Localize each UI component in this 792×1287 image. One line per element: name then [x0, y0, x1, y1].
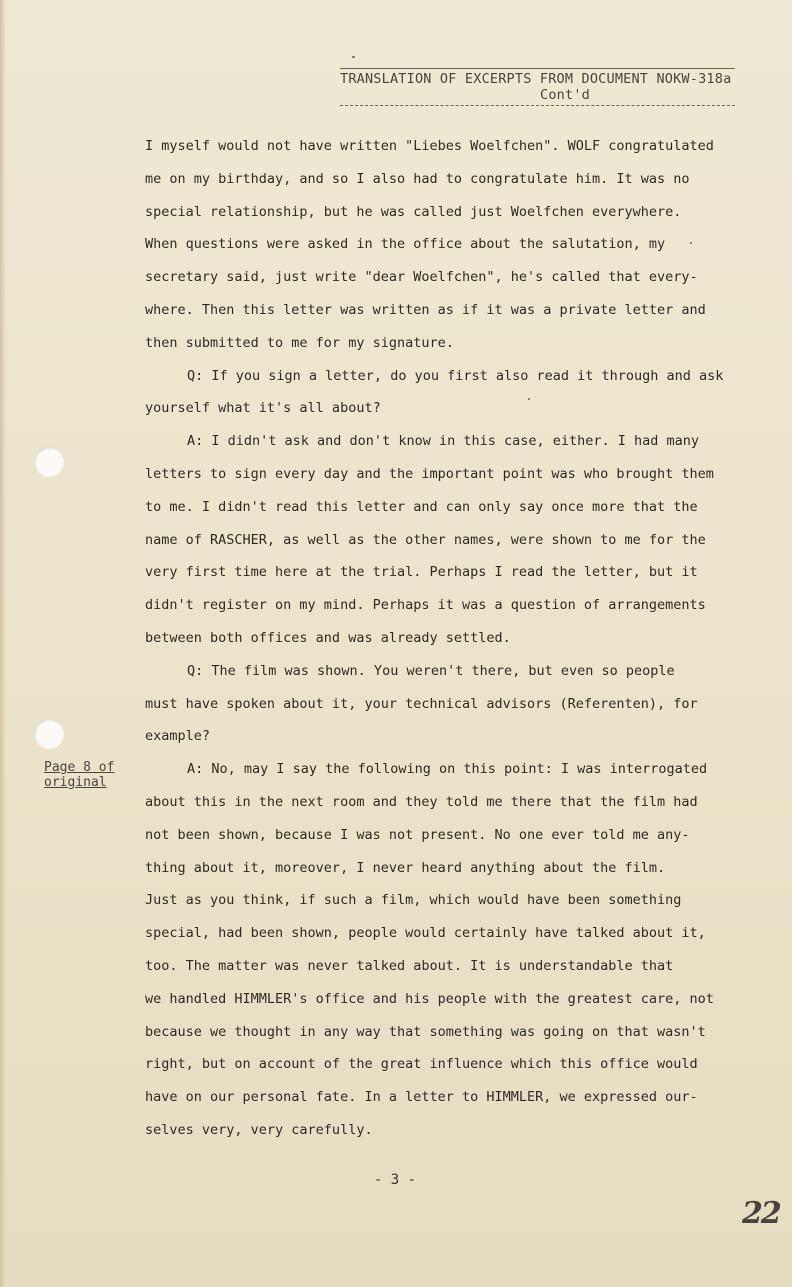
text-line: Q: The film was shown. You weren't there, but even so people: [187, 662, 675, 679]
text-line: then submitted to me for my signature.: [145, 334, 454, 351]
text-line: me on my birthday, and so I also had to congratulate him. It was no: [145, 170, 690, 187]
header-continued: Cont'd: [540, 87, 590, 103]
margin-note-line: original: [44, 775, 107, 790]
text-line: very first time here at the trial. Perhaps I read the letter, but it: [145, 564, 698, 581]
page-edge-shadow: [0, 0, 6, 1287]
text-line: between both offices and was already settled.: [145, 629, 511, 646]
text-line: because we thought in any way that something was going on that wasn't: [145, 1023, 706, 1040]
punch-hole: [34, 719, 64, 749]
page-number: - 3 -: [373, 1172, 417, 1188]
text-line: special relationship, but he was called just Woelfchen everywhere.: [145, 203, 682, 220]
text-line: selves very, very carefully.: [145, 1121, 373, 1138]
text-line: example?: [145, 728, 211, 745]
text-line: letters to sign every day and the important point was who brought them: [145, 465, 714, 482]
text-line: I myself would not have written "Liebes Woelfchen". WOLF congratulated: [145, 138, 714, 154]
header-title: TRANSLATION OF EXCERPTS FROM DOCUMENT NOKW-318a: [340, 71, 732, 87]
punch-hole: [34, 447, 64, 477]
text-line: name of RASCHER, as well as the other names, were shown to me for the: [145, 531, 706, 548]
ink-speck: [352, 56, 355, 58]
handwritten-page-stamp: 22: [742, 1196, 780, 1231]
text-line: where. Then this letter was written as if it was a private letter and: [145, 301, 706, 318]
document-header: [340, 68, 735, 106]
text-line: right, but on account of the great influence which this office would: [145, 1056, 698, 1073]
text-line: Q: If you sign a letter, do you first also read it through and ask: [187, 367, 724, 384]
text-line: have on our personal fate. In a letter to HIMMLER, we expressed our-: [145, 1089, 698, 1106]
header-rule-top: [340, 68, 735, 69]
text-line: A: I didn't ask and don't know in this case, either. I had many: [187, 433, 700, 450]
text-line: A: No, may I say the following on this point: I was interrogated: [187, 761, 708, 778]
text-line: When questions were asked in the office about the salutation, my: [145, 236, 666, 253]
text-line: about this in the next room and they told me there that the film had: [145, 793, 698, 810]
text-line: yourself what it's all about?: [145, 400, 381, 417]
testimony-body: [145, 130, 745, 1147]
text-line: must have spoken about it, your technical advisors (Referenten), for: [145, 695, 698, 712]
text-line: to me. I didn't read this letter and can only say once more that the: [145, 498, 698, 515]
text-line: special, had been shown, people would certainly have talked about it,: [145, 925, 706, 942]
text-line: not been shown, because I was not present. No one ever told me any-: [145, 826, 690, 843]
text-line: didn't register on my mind. Perhaps it was a question of arrangements: [145, 597, 706, 614]
text-line: Just as you think, if such a film, which would have been something: [145, 892, 682, 909]
margin-page-reference: [44, 760, 114, 790]
text-line: we handled HIMMLER's office and his people with the greatest care, not: [145, 990, 714, 1007]
text-line: too. The matter was never talked about. It is understandable that: [145, 957, 674, 974]
header-rule-bottom: [340, 105, 735, 106]
text-line: secretary said, just write "dear Woelfchen", he's called that every-: [145, 269, 698, 286]
margin-note-line: Page 8 of: [44, 760, 115, 775]
text-line: thing about it, moreover, I never heard anything about the film.: [145, 859, 666, 876]
